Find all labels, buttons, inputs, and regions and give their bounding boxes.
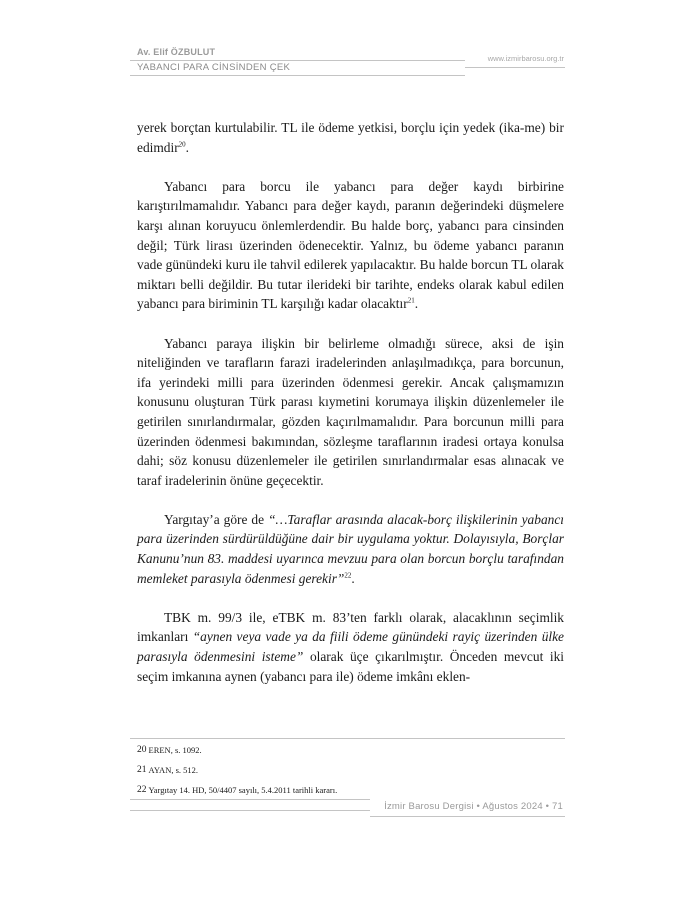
header-subtitle: YABANCI PARA CİNSİNDEN ÇEK — [137, 62, 291, 73]
tbk-quote: “aynen veya vade ya da fiili ödeme günündeki rayiç üzerinden ülke parasıyla ödenmesini isteme” — [137, 629, 565, 665]
paragraph-4: Yargıtay’a göre de “…Taraflar arasında alacak-borç ilişkilerinin yabancı para üzerinden sürdürüldüğüne dair bir uygulama yoktur. Dolayısıyla, Borçlar Kanunu’nun 83. maddesi uyarınca mevzuu para olan borcun borçlu tarafından memleket parasıyla ödenmesi gerekir”$^{22}$. — [137, 511, 564, 586]
body-text — [137, 118, 564, 686]
paragraph-1: yerek borçtan kurtulabilir. TL ile ödeme yetkisi, borçlu için yedek (ika-me) bir edimdir$^{20}$. — [137, 120, 564, 155]
page-footer: İzmir Barosu Dergisi • Ağustos 2024 • 71 — [384, 801, 563, 812]
paragraph-3: Yabancı paraya ilişkin bir belirleme olmadığı sürece, aksi de işin niteliğinden ve tarafların farazi iradelerinden anlaşılmadıkça, para borcunun, ifa yerindeki milli para üzerinden ödenmesi gerekir. Ancak çalışmamızın konusunu oluşturan Türk parası kıymetini korumaya ilişkin düzenlemeler ile getirilen sınırlandırmalar, gözden kaçırılmamalıdır. Para borcunun milli para üzerinden ödenmesi bakımından, sözleşme taraflarının iradesi ortaya konulsa dahi; söz konusu düzenlemeler ile getirilen sınırlandırmalar esas alınacak ve taraf iradelerinin önüne geçecektir. — [137, 335, 564, 488]
footnote-ref-20[interactable]: 20 — [178, 140, 186, 149]
header-rule-bottom — [130, 75, 465, 76]
footnote-22: 22 Yargıtay 14. HD, 50/4407 sayılı, 5.4.2011 tarihli kararı. — [137, 785, 338, 795]
header-rule-left — [130, 60, 465, 61]
header-url[interactable]: www.izmirbarosu.org.tr — [487, 54, 564, 63]
footnote-20: 20 EREN, s. 1092. — [137, 745, 202, 755]
footnote-ref-21[interactable]: 21 — [407, 296, 415, 305]
footer-rule-right — [370, 816, 565, 817]
footnotes — [137, 740, 567, 800]
footnote-21: 21 AYAN, s. 512. — [137, 765, 199, 775]
header-rule-right — [465, 67, 565, 68]
yargitay-quote: “…Taraflar arasında alacak-borç ilişkilerinin yabancı para üzerinden sürdürüldüğüne dair bir uygulama yoktur. Dolayısıyla, Borçlar Kanunu’nun 83. maddesi uyarınca mevzuu para olan borcun borçlu tarafından memleket parasıyla ödenmesi gerekir” — [137, 511, 564, 586]
header-author: Av. Elif ÖZBULUT — [137, 47, 216, 57]
paragraph-2: Yabancı para borcu ile yabancı para değer kaydı birbirine karıştırılmamalıdır. Yabancı para değer kaydı, paranın değerindeki düşmelere karşı alınan koruyucu önlemlerdendir. Bu halde borç, yabancı para cinsinden değil; Türk lirası üzerinden ödenecektir. Yalnız, bu ödeme yabancı paranın vade günündeki kuru ile tahvil edilerek yapılacaktır. Bu halde borcun TL olarak miktarı belli değildir. Bu tutar ilerideki bir tarihte, endeks olarak kabul edilen yabancı para biriminin TL karşılığı kadar olacaktır$^{21}$. — [137, 178, 564, 312]
footer-rule-bottom — [130, 810, 370, 811]
footer-rule-top — [130, 799, 370, 800]
footnote-rule — [130, 738, 565, 739]
footnote-ref-22[interactable]: 22 — [344, 571, 352, 580]
paragraph-5: TBK m. 99/3 ile, eTBK m. 83’ten farklı olarak, alacaklının seçimlik imkanları “aynen veya vade ya da fiili ödeme günündeki rayiç üzerinden ülke parasıyla ödenmesini isteme” olarak üçe çıkarılmıştır. Önceden mevcut iki seçim imkanına aynen (yabancı para ile) ödeme imkânı eklen- — [137, 609, 565, 684]
